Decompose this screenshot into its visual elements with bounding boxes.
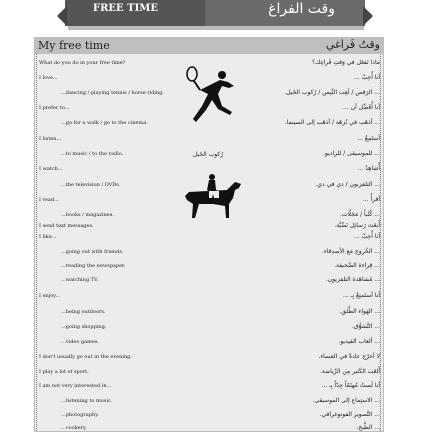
phrase-row [35, 135, 383, 145]
phrase-row [35, 397, 383, 407]
phrase-en: I read... [39, 197, 59, 203]
phrase-ar: ... الاستِماع إلى الموسيقى. [312, 397, 380, 404]
phrase-ar: أنا أُحِبّ ... [354, 233, 380, 240]
phrase-en: ...photography. [61, 412, 99, 418]
phrase-ar: ... ألعاب الفيديو. [338, 338, 380, 345]
phrase-en: ...dancing / playing tennis / horse riding. [61, 90, 165, 96]
sheet-title-en: My free time [38, 39, 110, 52]
phrase-en: I play a lot of sport. [39, 369, 89, 375]
phrase-row [35, 338, 383, 348]
phrase-en: I love... [39, 75, 58, 81]
title-banner [65, 0, 365, 26]
banner-title-en: FREE TIME [93, 3, 158, 14]
phrase-en: ...going out with friends. [61, 249, 124, 255]
phrase-ar: أُشاهِدُ ... [357, 165, 380, 172]
phrase-ar: ... قِراءة الصَّحيفة. [334, 262, 380, 269]
phrase-en: ...the television / DVDs. [61, 182, 121, 188]
phrase-ar: ... الرَقص / لَعِب التِّنِس / رُكوب الخَيل. [284, 89, 380, 96]
ribbon-right-tail [363, 6, 373, 26]
sheet-header [35, 38, 383, 54]
phrase-en: I enjoy... [39, 293, 61, 299]
phrase-ar: أنا أستَمتِعُ بِـ ... [342, 292, 380, 299]
phrase-ar: ... مُشاهَدة التلفزيون. [325, 276, 380, 283]
phrase-ar: أنا أُحِبّ ... [354, 74, 380, 81]
phrase-en: ...listening to music. [61, 398, 113, 404]
phrase-row [35, 262, 383, 272]
phrase-ar: ... الطَّبخ. [356, 424, 380, 431]
phrase-row [35, 248, 383, 258]
phrase-en: I am not very interested in... [39, 383, 112, 389]
phrase-row [35, 424, 383, 434]
ribbon-left-tail [57, 6, 67, 26]
phrase-ar: أنا لَستُ مُهتَمّاً جِدّاً بِـ ... [321, 382, 380, 389]
phrase-ar: ... للموسيقى / للراديو. [323, 150, 380, 157]
phrase-en: ...to music / to the radio. [61, 151, 124, 157]
phrase-en: ...video games. [61, 339, 99, 345]
phrase-ar: ... الهَواء الطَّلق. [339, 308, 380, 315]
phrase-ar: ... أذهَب في نُزهَة / أذهَب إلى السينما. [284, 119, 380, 126]
phrase-en: I listen... [39, 136, 62, 142]
phrase-ar: ... الخُروج مَع الأصدِقاء. [321, 248, 380, 255]
phrase-ar: أقرأُ ... [362, 196, 380, 203]
phrase-en: What do you do in your free time? [39, 60, 126, 66]
phrase-en: I don't usually go out in the evening. [39, 354, 132, 360]
phrase-en: I prefer to... [39, 105, 70, 111]
phrase-ar: أستَمِعُ ... [357, 135, 380, 142]
phrase-ar: ... التلفزيون / دي في دي. [315, 181, 380, 188]
horse-rider-icon [183, 174, 243, 220]
phrase-en: ...being outdoors. [61, 309, 106, 315]
phrase-en: I like... [39, 234, 57, 240]
phrase-row [35, 323, 383, 333]
phrase-en: ...go for a walk / go to the cinema. [61, 120, 148, 126]
phrase-ar: أنا أُفَضِّل أن ... [343, 104, 380, 111]
phrase-ar: ... كُتُباً / مَجَلّات. [340, 211, 380, 218]
sheet-title-ar: وقتُ فَراغي [325, 38, 380, 51]
phrase-ar: لا أخرُج عادةً في المَساء. [318, 353, 380, 360]
phrase-ar: أَلعَب الكَثير مِن الرِّياضة. [319, 368, 380, 375]
horse-riding-label: رُكوب الخَيل [193, 151, 224, 158]
phrase-row [35, 276, 383, 286]
phrase-en: ...reading the newspaper. [61, 263, 126, 269]
phrase-en: ...books / magazines. [61, 212, 114, 218]
vocab-sheet [34, 37, 384, 432]
phrase-ar: أَبعَث رَسائِل نَصِّيَّة. [334, 222, 380, 229]
phrase-en: I send text messages. [39, 223, 94, 229]
phrase-row [35, 353, 383, 363]
phrase-en: ...watching TV. [61, 277, 99, 283]
phrase-ar: ... التَّسَوُّق. [352, 323, 380, 330]
phrase-row [35, 411, 383, 421]
phrase-row [35, 382, 383, 392]
phrase-row [35, 233, 383, 243]
banner-title-ar: وقت الفراغ [268, 1, 335, 17]
phrase-row [35, 222, 383, 232]
tennis-player-icon [182, 66, 240, 128]
phrase-en: ...going shopping. [61, 324, 107, 330]
phrase-en: I watch... [39, 166, 63, 172]
phrase-row [35, 308, 383, 318]
phrase-row [35, 292, 383, 302]
phrase-ar: ماذا تَفعَل في وَقتِ فَراغِك؟ [312, 59, 380, 66]
banner-shadow [68, 26, 364, 30]
phrase-ar: ... التَّصوير الفوتوغرافي. [319, 411, 380, 418]
phrase-row [35, 368, 383, 378]
phrase-en: ...cookery. [61, 425, 87, 431]
